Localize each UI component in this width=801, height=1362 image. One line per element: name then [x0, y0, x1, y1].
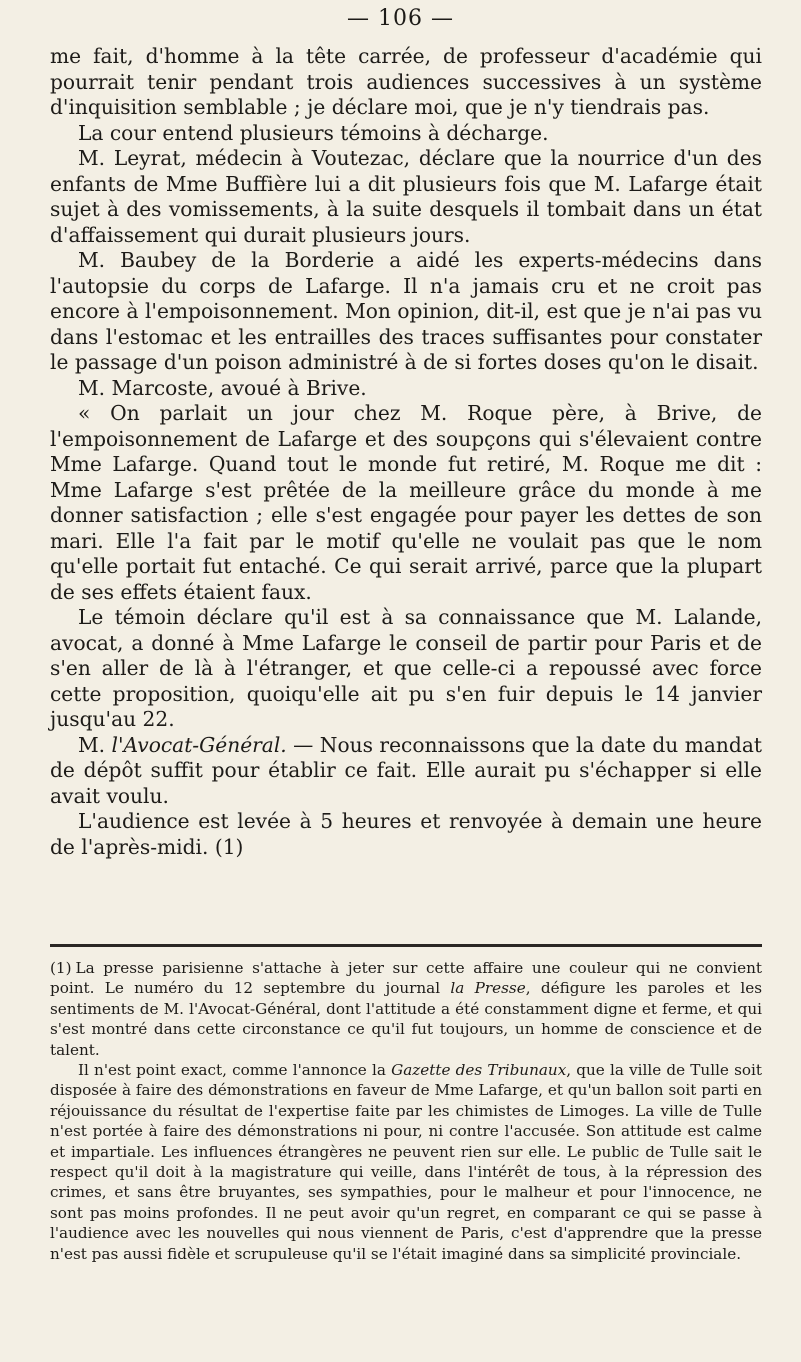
paragraph: La cour entend plusieurs témoins à décharge. — [78, 120, 549, 145]
paragraph: M. Leyrat, médecin à Voutezac, déclare que la nourrice d'un des enfants de Mme Buffière lui a dit plusieurs fois que M. Lafarge était sujet à des vomissements, à la suite desquels il tombait dans un état d'affaissement qui durait plusieurs jours. — [50, 146, 762, 247]
footnote-mark: (1) — [50, 959, 72, 977]
footnote-divider — [50, 944, 762, 947]
paragraph: M. Marcoste, avoué à Brive. — [78, 375, 367, 400]
footnote-text: Il n'est point exact, comme l'annonce la — [78, 1061, 392, 1080]
footnote-paragraph — [50, 1060, 762, 1264]
journal-name: Gazette des Tribunaux — [391, 1061, 567, 1080]
page-number: — 106 — — [347, 6, 454, 31]
footnote-paragraph — [50, 958, 762, 1060]
footnote-text: , que la ville de Tulle soit disposée à faire des démonstrations en faveur de Mme Lafarge, et qu'un ballon soit parti en réjouissance du résultat de l'expertise faite par les chimistes de Limoges. La ville de Tulle n'est portée à faire des démonstrations ni pour, ni contre l'accusée. Son attitude est calme et impartiale. Les influences étrangères ne peuvent rien sur elle. Le public de Tulle sait le respect qu'il doit à la magistrature qui veille, dans l'intérêt de tous, à la répression des crimes, et sans être bruyantes, ses sympathies, pour le malheur et pour l'innocence, ne sont pas moins profondes. Il ne peut avoir qu'un regret, en comparant ce qui se passe à l'audience avec les nouvelles qui nous viennent de Paris, c'est d'apprendre que la presse n'est pas aussi fidèle et scrupuleuse qu'il se l'était imaginé dans sa simplicité provinciale. — [50, 1061, 762, 1263]
avocat-paragraph — [50, 733, 762, 810]
journal-name: la Presse — [450, 979, 526, 998]
main-text — [50, 44, 762, 860]
footnote-text: , défigure les paroles et les sentiments de M. l'Avocat-Général, dont l'attitude a été constamment digne et ferme, et qui s'est montré dans cette circonstance ce qu'il fut toujours, un homme de conscience et de talent. — [50, 979, 762, 1059]
closing-paragraph: L'audience est levée à 5 heures et renvoyée à demain une heure de l'après-midi. (1) — [50, 809, 762, 859]
paragraph: « On parlait un jour chez M. Roque père, à Brive, de l'empoisonnement de Lafarge et des soupçons qui s'élevaient contre Mme Lafarge. Quand tout le monde fut retiré, M. Roque me dit : Mme Lafarge s'est prêtée de la meilleure grâce du monde à me donner satisfaction ; elle s'est engagée pour payer les dettes de son mari. Elle l'a fait par le motif qu'elle ne voulait pas que le nom qu'elle portait fut entaché. Ce qui serait arrivé, parce que la plupart de ses effets étaient faux. — [50, 401, 762, 604]
footnote — [50, 958, 762, 1264]
paragraph: me fait, d'homme à la tête carrée, de professeur d'académie qui pourrait tenir pendant trois audiences successives à un système d'inquisition semblable ; je déclare moi, que je n'y tiendrais pas. — [50, 44, 762, 119]
avocat-text: — Nous reconnaissons que la date du mandat de dépôt suffit pour établir ce fait. Elle aurait pu s'échapper si elle avait voulu. — [50, 732, 762, 808]
paragraph: M. Baubey de la Borderie a aidé les experts-médecins dans l'autopsie du corps de Lafarge. Il n'a jamais cru et ne croit pas encore à l'empoisonnement. Mon opinion, dit-il, est que je n'ai pas vu dans l'estomac et les entrailles des traces suffisantes pour constater le passage d'un poison administré à de si fortes doses qu'on le disait. — [50, 248, 762, 374]
paragraph: Le témoin déclare qu'il est à sa connaissance que M. Lalande, avocat, a donné à Mme Lafarge le conseil de partir pour Paris et de s'en aller de là à l'étranger, et que celle-ci a repoussé avec force cette proposition, quoiqu'elle ait pu s'en fuir depuis le 14 janvier jusqu'au 22. — [50, 605, 762, 731]
footnote-text: La presse parisienne s'attache à jeter sur cette affaire une couleur qui ne convient point. Le numéro du 12 septembre du journal — [50, 959, 762, 998]
avocat-lead: M. — [78, 732, 112, 757]
avocat-role: l'Avocat-Général. — [111, 732, 287, 757]
